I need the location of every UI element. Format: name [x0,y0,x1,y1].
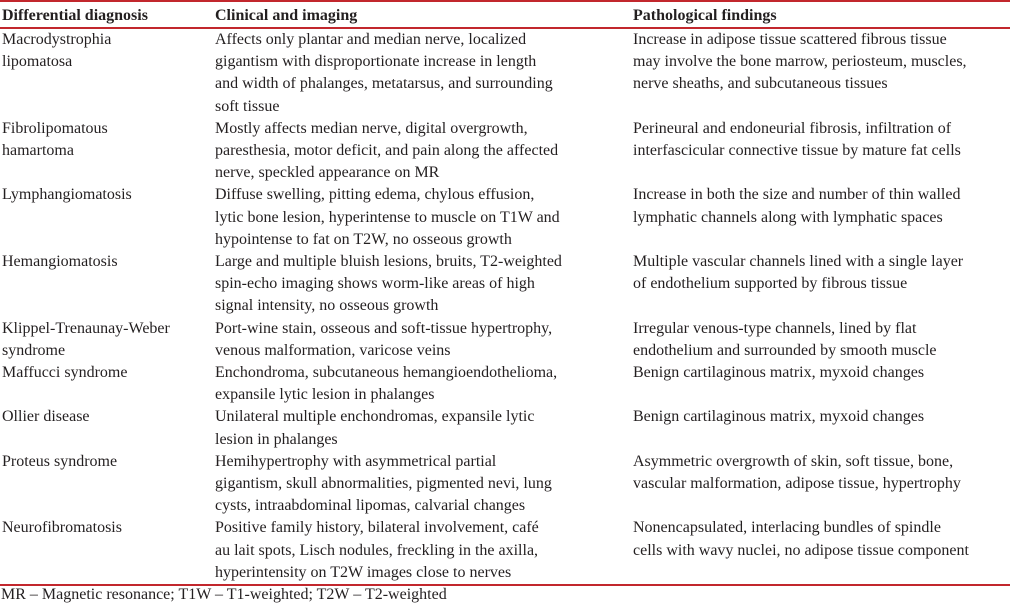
cell-pathology [631,184,1010,251]
cell-text-line: Proteus syndrome [2,452,118,470]
cell-pathology [631,517,1010,585]
cell-diagnosis [0,451,213,518]
header-row [0,1,1010,28]
cell-text-line: nerve, speckled appearance on MR [215,164,440,182]
cell-diagnosis [0,251,213,318]
cell-pathology [631,251,1010,318]
cell-text-line: au lait spots, Lisch nodules, freckling in the axilla, [215,541,539,559]
cell-pathology [631,318,1010,362]
cell-text-line: hypointense to fat on T2W, no osseous growth [215,230,512,248]
cell-text-line: hyperintensity on T2W images close to nerves [215,563,512,581]
cell-diagnosis [0,362,213,406]
table-row [0,406,1010,450]
table-header [0,1,1010,28]
cell-text-line: Increase in adipose tissue scattered fibrous tissue [633,31,947,48]
cell-text-line: interfascicular connective tissue by mature fat cells [633,142,961,160]
cell-text-line: Port-wine stain, osseous and soft-tissue hypertrophy, [215,319,553,337]
cell-text-line: Maffucci syndrome [2,364,128,382]
cell-text-line: spin-echo imaging shows worm-like areas of high [215,275,535,293]
cell-text-line: lytic bone lesion, hyperintense to muscle on T1W and [215,208,560,226]
cell-text-line: Hemangiomatosis [2,253,118,271]
cell-text-line: Ollier disease [2,408,90,426]
header-pathological-findings: Pathological findings [633,7,777,24]
cell-text-line: Positive family history, bilateral involvement, café [215,519,539,537]
cell-clinical-imaging [213,362,631,406]
cell-text-line: Increase in both the size and number of thin walled [633,186,961,204]
cell-text-line: soft tissue [215,97,280,115]
cell-clinical-imaging [213,451,631,518]
cell-text-line: Lymphangiomatosis [2,186,132,204]
cell-text-line: Perineural and endoneurial fibrosis, infiltration of [633,119,952,137]
cell-text-line: Fibrolipomatous [2,119,108,137]
table-row [0,451,1010,518]
cell-text-line: Diffuse swelling, pitting edema, chylous effusion, [215,186,535,204]
cell-text-line: Multiple vascular channels lined with a single layer [633,253,964,271]
cell-text-line: cells with wavy nuclei, no adipose tissue component [633,541,969,559]
cell-text-line: gigantism, skull abnormalities, pigmented nevi, lung [215,475,552,493]
cell-clinical-imaging [213,118,631,185]
cell-text-line: lipomatosa [2,53,73,71]
cell-text-line: vascular malformation, adipose tissue, hypertrophy [633,475,961,493]
header-differential-diagnosis: Differential diagnosis [2,7,148,24]
cell-text-line: endothelium and surrounded by smooth muscle [633,341,937,359]
cell-text-line: Irregular venous-type channels, lined by flat [633,319,917,337]
table-row [0,118,1010,185]
cell-diagnosis [0,28,213,118]
cell-text-line: expansile lytic lesion in phalanges [215,386,435,404]
cell-text-line: paresthesia, motor deficit, and pain along the affected [215,142,559,160]
table-footnote: MR – Magnetic resonance; T1W – T1-weighted; T2W – T2-weighted [1,586,447,603]
table-row [0,184,1010,251]
cell-text-line: lesion in phalanges [215,430,338,448]
cell-diagnosis [0,318,213,362]
table-row [0,362,1010,406]
cell-diagnosis [0,406,213,450]
cell-pathology [631,406,1010,450]
cell-text-line: lymphatic channels along with lymphatic spaces [633,208,943,226]
cell-clinical-imaging [213,318,631,362]
cell-pathology [631,451,1010,518]
table-row [0,517,1010,585]
cell-text-line: cysts, intraabdominal lipomas, calvarial changes [215,497,526,515]
cell-diagnosis [0,118,213,185]
cell-clinical-imaging [213,251,631,318]
header-clinical-and-imaging: Clinical and imaging [215,7,358,24]
table-row [0,251,1010,318]
cell-clinical-imaging [213,28,631,118]
table-row [0,28,1010,118]
table-body [0,28,1010,585]
cell-diagnosis [0,184,213,251]
cell-clinical-imaging [213,184,631,251]
cell-text-line: venous malformation, varicose veins [215,341,451,359]
cell-text-line: and width of phalanges, metatarsus, and surrounding [215,75,553,93]
cell-text-line: Affects only plantar and median nerve, localized [215,31,527,48]
cell-text-line: Benign cartilaginous matrix, myxoid changes [633,408,925,426]
cell-text-line: Nonencapsulated, interlacing bundles of spindle [633,519,941,537]
cell-clinical-imaging [213,517,631,585]
cell-text-line: Asymmetric overgrowth of skin, soft tissue, bone, [633,452,954,470]
cell-text-line: hamartoma [2,142,74,160]
cell-pathology [631,362,1010,406]
cell-text-line: of endothelium supported by fibrous tissue [633,275,908,293]
cell-text-line: Unilateral multiple enchondromas, expansile lytic [215,408,535,426]
cell-text-line: gigantism with disproportionate increase in length [215,53,537,71]
cell-pathology [631,28,1010,118]
cell-text-line: Macrodystrophia [2,31,112,48]
cell-text-line: may involve the bone marrow, periosteum, muscles, [633,53,967,71]
cell-text-line: signal intensity, no osseous growth [215,297,439,315]
cell-text-line: Large and multiple bluish lesions, bruits, T2-weighted [215,253,562,271]
cell-text-line: nerve sheaths, and subcutaneous tissues [633,75,888,93]
cell-text-line: Klippel-Trenaunay-Weber [2,319,170,337]
table-row [0,318,1010,362]
cell-text-line: Neurofibromatosis [2,519,122,537]
cell-text-line: Hemihypertrophy with asymmetrical partial [215,452,497,470]
cell-text-line: syndrome [2,341,66,359]
cell-pathology [631,118,1010,185]
cell-text-line: Enchondroma, subcutaneous hemangioendothelioma, [215,364,558,382]
cell-text-line: Mostly affects median nerve, digital overgrowth, [215,119,528,137]
cell-text-line: Benign cartilaginous matrix, myxoid changes [633,364,925,382]
cell-diagnosis [0,517,213,585]
cell-clinical-imaging [213,406,631,450]
